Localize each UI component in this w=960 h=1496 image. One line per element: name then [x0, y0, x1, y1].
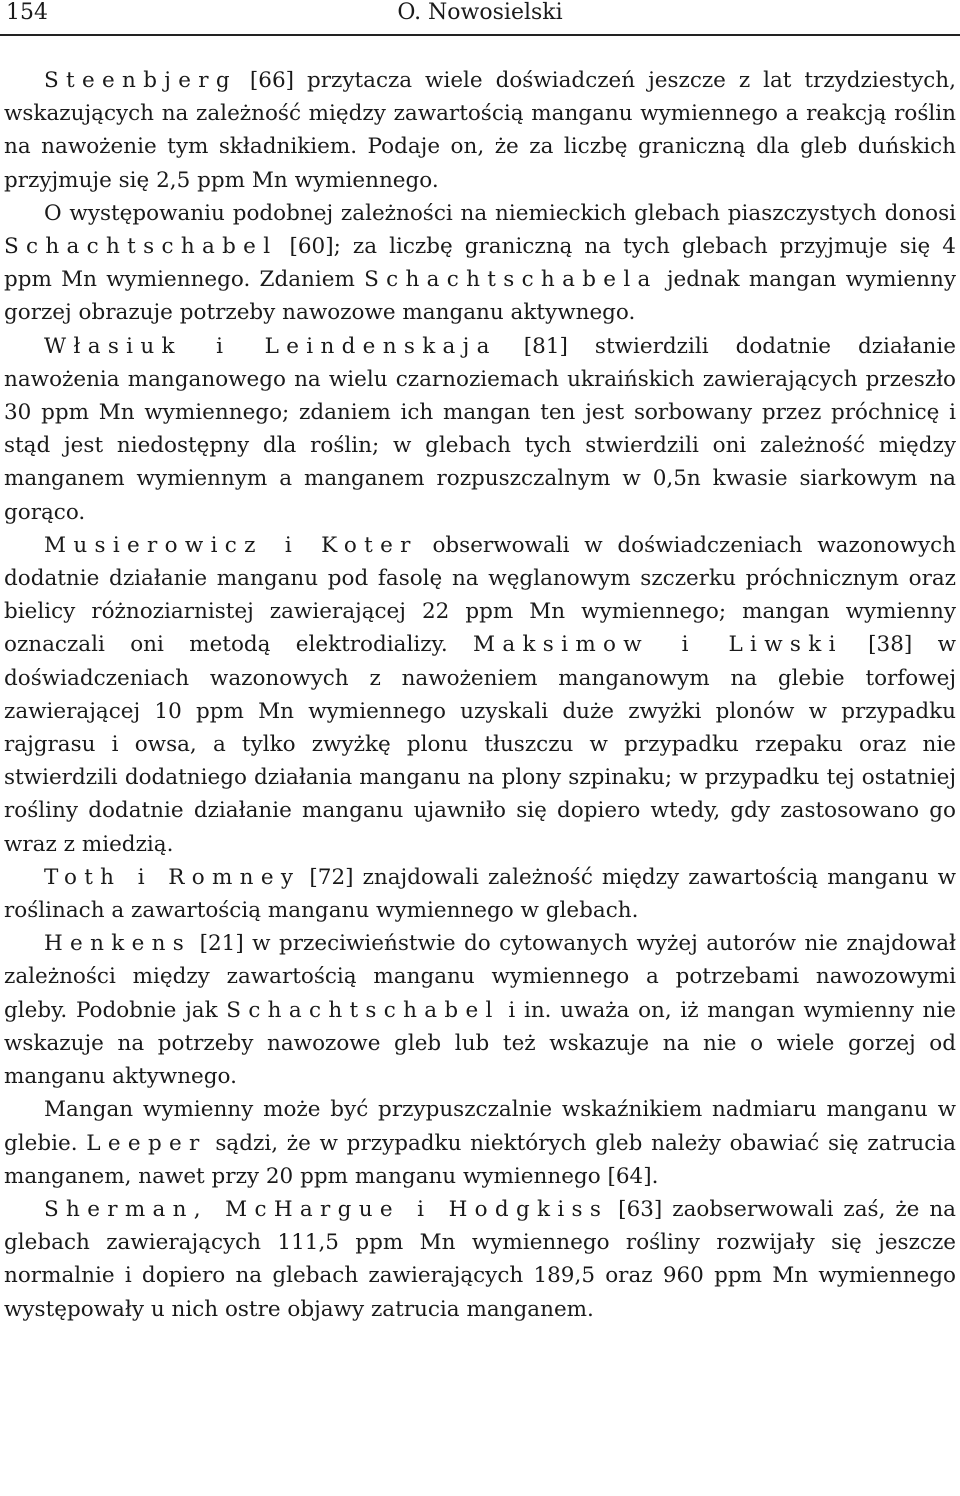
text-run: [81] stwierdzili dodatnie działanie nawożenia manganowego na wielu czarnoziemach ukraińskich zawierających przeszło 30 ppm Mn wymiennego; zdaniem ich mangan ten jest sorbowany przez próchnicę i stąd jest niedostępny dla roślin; w glebach tych stwierdzili oni zależność między manganem wymiennym a manganem rozpuszczalnym w 0,5n kwasie siarkowym na gorąco. [4, 333, 956, 525]
text-run: jednak mangan wymienny gorzej obrazuje potrzeby nawozowe manganu aktywnego. [4, 267, 956, 326]
text-run: sądzi, że w przypadku niektórych gleb należy obawiać się zatrucia manganem, nawet przy 20 ppm manganu wymiennego [64]. [4, 1130, 956, 1189]
author-name: Schachtschabel [4, 234, 278, 260]
text-run: [63] zaobserwowali zaś, że na glebach zawierających 111,5 ppm Mn wymiennego rośliny rozwijały się jeszcze normalnie i dopiero na glebach zawierających 189,5 oraz 960 ppm Mn wymiennego występowały u nich ostre objawy zatrucia manganem. [4, 1196, 956, 1322]
running-head: O. Nowosielski [397, 0, 563, 25]
author-name: Toth i Romney [44, 864, 301, 890]
paragraph [4, 330, 956, 529]
paragraph [4, 927, 956, 1093]
text-run: [66] przytacza wiele doświadczeń jeszcze z lat trzydziestych, wskazujących na zależność między zawartością manganu wymiennego a reakcją roślin na nawożenie tym składnikiem. Podaje on, że za liczbę graniczną dla gleb duńskich przyjmuje się 2,5 ppm Mn wymiennego. [4, 68, 956, 193]
header-rule [0, 34, 960, 36]
paragraph [4, 1193, 956, 1326]
text-run: obserwowali w doświadczeniach wazonowych dodatnie działanie manganu pod fasolę na węglanowym szczerku próchnicznym oraz bielicy różnoziarnistej zawierającej 22 ppm Mn wymiennego; mangan wymienny oznaczali oni metodą elektrodializy. [4, 532, 956, 658]
body-text [4, 64, 956, 1326]
author-name: Własiuk i Leindenskaja [44, 333, 497, 359]
author-name: Henkens [44, 931, 192, 957]
page-header [6, 0, 954, 30]
author-name: Steenbjerg [44, 68, 237, 93]
text-run: [38] w doświadczeniach wazonowych z nawożeniem manganowym na glebie torfowej zawierającej 10 ppm Mn wymiennego uzyskali duże zwyżki plonów w przypadku rajgrasu i owsa, a tylko zwyżkę plonu tłuszczu w przypadku rzepaku oraz nie stwierdzili dodatniego działania manganu na plony szpinaku; w przypadku tej ostatniej rośliny dodatnie działanie manganu ujawniło się dopiero wtedy, gdy zastosowano go wraz z miedzią. [4, 632, 956, 857]
author-name: Schachtschabela [364, 267, 658, 293]
author-name: Sherman, McHargue i Hodgkiss [44, 1196, 609, 1222]
author-name: Schachtschabel [226, 997, 500, 1023]
paragraph [4, 64, 956, 197]
paragraph [4, 861, 956, 927]
paragraph [4, 197, 956, 330]
text-run: [21] w przeciwieństwie do cytowanych wyżej autorów nie znajdował zależności między zawartością manganu wymiennego a potrzebami nawozowymi gleby. Podobnie jak [4, 931, 956, 1023]
text-run: [60]; za liczbę graniczną na tych glebach przyjmuje się 4 ppm Mn wymiennego. Zdaniem [4, 234, 956, 293]
author-name: Maksimow i Liwski [473, 632, 843, 658]
author-name: Leeper [86, 1130, 207, 1156]
text-run: i in. uważa on, iż mangan wymienny nie wskazuje na potrzeby nawozowe gleb lub też wskazuje na nie o wiele gorzej od manganu aktywnego. [4, 997, 956, 1090]
text-run: [72] znajdowali zależność między zawartością manganu w roślinach a zawartością manganu wymiennego w glebach. [4, 864, 957, 924]
paragraph [4, 1093, 956, 1193]
text-run: O występowaniu podobnej zależności na niemieckich glebach piaszczystych donosi [44, 200, 956, 226]
text-run: Mangan wymienny może być przypuszczalnie wskaźnikiem nadmiaru manganu w glebie. [4, 1097, 956, 1156]
page-number: 154 [6, 0, 48, 25]
paragraph [4, 529, 956, 861]
author-name: Musierowicz i Koter [44, 532, 418, 558]
